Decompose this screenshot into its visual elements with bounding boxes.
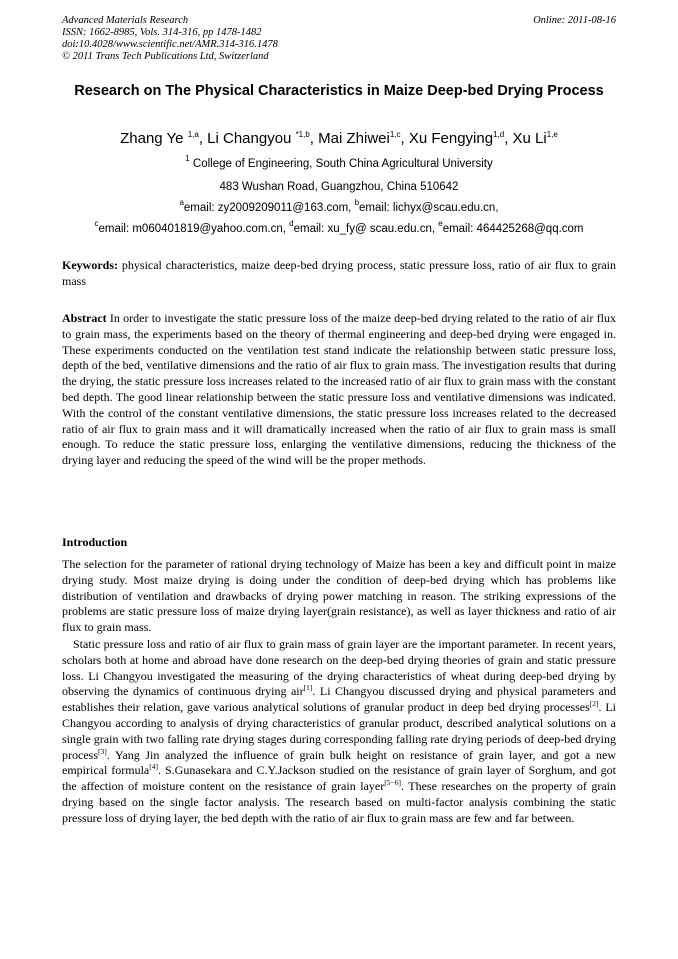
author-name: Zhang Ye (120, 130, 188, 147)
email-link[interactable]: email: lichyx@scau.edu.cn, (359, 202, 499, 214)
affiliation-mark: 1 (185, 154, 190, 163)
email-link[interactable]: email: 464425268@qq.com (442, 223, 584, 235)
paper-title: Research on The Physical Characteristics in Maize Deep-bed Drying Process (74, 83, 604, 99)
introduction-paragraph-2: Static pressure loss and ratio of air flux to grain mass of grain layer are the important parameter. In recent years, scholars both at home and abroad have done research on the deep-bed drying theories of grain and static pressure loss. Li Changyou investigated the measuring of the drying characteristics of wheat during deep-bed drying by observing the dynamics of continuous drying air[1]. Li Changyou discussed drying and physical parameters and establishes their relation, gave various analytical solutions of granular product in deep bed drying processes[2]. Li Changyou according to analysis of drying characteristics of granular product, described analytical solutions on a single grain with two falling rate drying stages during corresponding falling rate drying periods of deep-bed drying process[3]. Yang Jin analyzed the influence of grain bulk height on resistance of grain layer, and got a new empirical formula[4]. S.Gunasekara and C.Y.Jackson studied on the resistance of grain layer of Sorghum, and got the affection of moisture content on the resistance of grain layer[5−6]. These researches on the property of grain drying based on the single factor analysis. The research based on multi-factor analysis combining the static pressure loss of drying layer, the bed depth with the ratio of air flux to grain mass are few and far between. (62, 637, 616, 825)
abstract-label: Abstract (62, 311, 107, 325)
journal-name: Advanced Materials Research (62, 15, 189, 26)
citation-ref[interactable]: [4] (149, 762, 159, 772)
author-emails-line-1: $^a$email: zy2009209011@163.com, $^b$email: lichyx@scau.edu.cn, (179, 198, 499, 214)
abstract-text: In order to investigate the static pressure loss of the maize deep-bed drying related to the ratio of air flux to grain mass, the experiments based on the theory of thermal engineering and deep-bed drying were engaged in. These experiments conducted on the ventilation test stand indicate the relationship between static pressure loss, depth of the bed, ventilative dimensions and the ratio of air flux to grain mass. The investigation results that during the drying, the static pressure loss increases related to the increased ratio of air flux to grain mass with the constant bed depth. The good linear relationship between the static pressure loss and ventilative dimensions was indicated. With the control of the constant ventilative dimensions, the static pressure loss increases related to the decreased ratio of air flux to grain mass and it will dramatically increased when the ratio of air flux to grain mass is small enough. To reduce the static pressure loss, enlarging the ventilative dimensions, reducing the thickness of the drying layer and reducing the speed of the wind will be the proper methods. (62, 311, 616, 468)
author-name: Xu Li (512, 130, 547, 147)
citation-ref[interactable]: [2] (589, 699, 599, 709)
section-heading-introduction: Introduction (62, 535, 128, 549)
author-affiliation-mark: *1,b (295, 130, 310, 139)
keywords-text: physical characteristics, maize deep-bed drying process, static pressure loss, ratio of air flux to grain mass (62, 258, 616, 288)
citation-ref[interactable]: [3] (98, 746, 107, 756)
author-affiliation-mark: 1,e (546, 130, 558, 139)
citation-ref[interactable]: [5−6] (384, 778, 401, 788)
author-name: Mai Zhiwei (318, 130, 390, 147)
author-affiliation-mark: 1,c (389, 130, 401, 139)
author-name: Li Changyou (207, 130, 296, 147)
introduction-paragraph-1: The selection for the parameter of rational drying technology of Maize has been a key and difficult point in maize drying study. Most maize drying is doing under the condition of deep-bed drying which has problems like distribution of ventilation and drawbacks of drying power matching in reason. The striking expressions of the problems are static pressure loss of maize drying layer(grain resistance), as well as layer thickness and ratio of air flux to grain mass. (62, 557, 616, 635)
author-list: Zhang Ye $^{1,a}$, Li Changyou $^{*1,b}$, Mai Zhiwei$^{1,c}$, Xu Fengying$^{1,d}$, Xu Li$^{1,e}$ (120, 130, 558, 147)
author-name: Xu Fengying (408, 130, 494, 147)
abstract (62, 311, 616, 469)
journal-doi: doi:10.4028/www.scientific.net/AMR.314-316.1478 (62, 39, 278, 50)
keywords-label: Keywords: (62, 258, 118, 272)
author-affiliation-mark: 1,a (187, 130, 199, 139)
email-link[interactable]: email: m060401819@yahoo.com.cn, (98, 223, 290, 235)
journal-copyright: © 2011 Trans Tech Publications Ltd, Switzerland (62, 51, 269, 62)
email-link[interactable]: email: zy2009209011@163.com, (183, 202, 355, 214)
online-date: Online: 2011-08-16 (533, 15, 616, 26)
affiliation-address: 483 Wushan Road, Guangzhou, China 510642 (219, 181, 459, 193)
journal-header (62, 15, 278, 63)
journal-issn: ISSN: 1662-8985, Vols. 314-316, pp 1478-1482 (62, 27, 262, 38)
keywords (62, 258, 616, 290)
author-affiliation-mark: 1,d (493, 130, 505, 139)
author-emails-line-2: $^c$email: m060401819@yahoo.com.cn, $^d$email: xu_fy@ scau.edu.cn, $^e$email: 464425268@qq.com (94, 219, 584, 235)
affiliation-institution: $^1$ College of Engineering, South China Agricultural University (185, 154, 493, 170)
citation-ref[interactable]: [1] (303, 683, 313, 693)
email-link[interactable]: email: xu_fy@ scau.edu.cn, (293, 223, 439, 235)
